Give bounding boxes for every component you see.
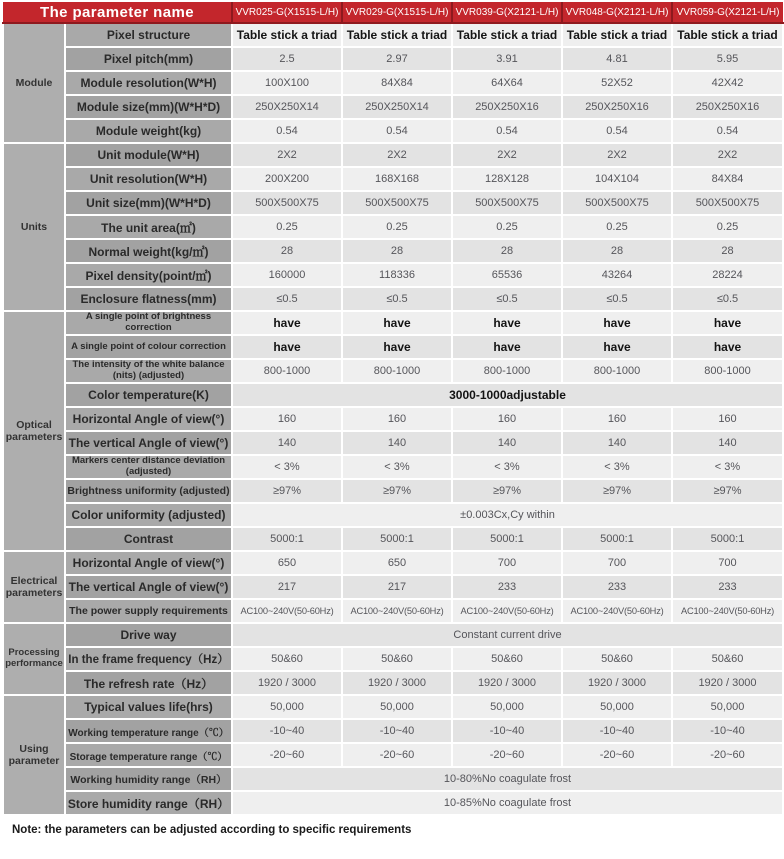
value-cell: 1920 / 3000 [452, 671, 562, 695]
value-cell: < 3% [562, 455, 672, 479]
value-cell: 250X250X16 [562, 95, 672, 119]
value-cell: 50,000 [452, 695, 562, 719]
table-row [3, 311, 783, 335]
table-header-row [3, 2, 783, 23]
value-cell: 500X500X75 [232, 191, 342, 215]
value-cell: 2X2 [342, 143, 452, 167]
value-cell: < 3% [232, 455, 342, 479]
table-row [3, 95, 783, 119]
value-cell: 0.25 [232, 215, 342, 239]
param-cell: Working humidity range（RH） [65, 767, 232, 791]
table-row [3, 527, 783, 551]
value-cell: 250X250X16 [672, 95, 783, 119]
value-span-cell: ±0.003Cx,Cy within [232, 503, 783, 527]
param-cell: Module size(mm)(W*H*D) [65, 95, 232, 119]
category-cell: Processing performance [3, 623, 65, 695]
value-cell: 0.54 [232, 119, 342, 143]
table-row [3, 575, 783, 599]
param-cell: In the frame frequency（Hz） [65, 647, 232, 671]
param-cell: Drive way [65, 623, 232, 647]
table-row [3, 287, 783, 311]
value-cell: have [452, 311, 562, 335]
value-cell: 500X500X75 [452, 191, 562, 215]
table-row [3, 167, 783, 191]
value-cell: 1920 / 3000 [672, 671, 783, 695]
value-cell: 233 [672, 575, 783, 599]
value-cell: 140 [452, 431, 562, 455]
table-row [3, 359, 783, 383]
value-cell: Table stick a triad [562, 23, 672, 47]
value-cell: 0.25 [452, 215, 562, 239]
value-cell: < 3% [342, 455, 452, 479]
value-cell: 1920 / 3000 [342, 671, 452, 695]
value-cell: -20~60 [342, 743, 452, 767]
value-cell: ≥97% [342, 479, 452, 503]
param-cell: Pixel structure [65, 23, 232, 47]
model-header: VVR029-G(X1515-L/H) [342, 2, 452, 23]
param-cell: Store humidity range（RH） [65, 791, 232, 815]
table-row [3, 239, 783, 263]
param-cell: The refresh rate（Hz） [65, 671, 232, 695]
category-cell: Module [3, 23, 65, 143]
param-cell: The power supply requirements [65, 599, 232, 623]
value-cell: ≤0.5 [342, 287, 452, 311]
value-cell: ≤0.5 [232, 287, 342, 311]
table-row [3, 671, 783, 695]
value-cell: ≥97% [562, 479, 672, 503]
category-cell: Optical parameters [3, 311, 65, 551]
value-cell: 233 [452, 575, 562, 599]
value-cell: 140 [232, 431, 342, 455]
value-cell: 500X500X75 [562, 191, 672, 215]
value-cell: 100X100 [232, 71, 342, 95]
value-cell: -20~60 [232, 743, 342, 767]
value-cell: ≤0.5 [562, 287, 672, 311]
param-cell: The unit area(㎡) [65, 215, 232, 239]
value-cell: -20~60 [452, 743, 562, 767]
value-cell: 4.81 [562, 47, 672, 71]
value-cell: 118336 [342, 263, 452, 287]
value-cell: 50&60 [562, 647, 672, 671]
value-cell: have [562, 335, 672, 359]
value-cell: -10~40 [342, 719, 452, 743]
value-cell: 2.5 [232, 47, 342, 71]
param-cell: Normal weight(kg/㎡) [65, 239, 232, 263]
value-cell: 160 [232, 407, 342, 431]
value-cell: 5000:1 [672, 527, 783, 551]
value-cell: 50,000 [232, 695, 342, 719]
value-cell: 128X128 [452, 167, 562, 191]
value-cell: 233 [562, 575, 672, 599]
value-cell: 160 [452, 407, 562, 431]
value-cell: 5000:1 [232, 527, 342, 551]
value-cell: Table stick a triad [452, 23, 562, 47]
param-cell: Color uniformity (adjusted) [65, 503, 232, 527]
param-cell: Enclosure flatness(mm) [65, 287, 232, 311]
table-row [3, 335, 783, 359]
table-row [3, 767, 783, 791]
param-cell: Module weight(kg) [65, 119, 232, 143]
value-cell: 50&60 [232, 647, 342, 671]
value-cell: 500X500X75 [342, 191, 452, 215]
value-cell: 160 [342, 407, 452, 431]
value-cell: 800-1000 [232, 359, 342, 383]
spec-table-body [3, 23, 783, 815]
value-cell: 2.97 [342, 47, 452, 71]
value-cell: 200X200 [232, 167, 342, 191]
value-span-cell: 10-80%No coagulate frost [232, 767, 783, 791]
value-cell: have [562, 311, 672, 335]
value-cell: Table stick a triad [672, 23, 783, 47]
param-cell: Typical values life(hrs) [65, 695, 232, 719]
value-cell: 1920 / 3000 [562, 671, 672, 695]
table-row [3, 383, 783, 407]
parameter-name-header: The parameter name [3, 2, 232, 23]
value-cell: AC100~240V(50-60Hz) [562, 599, 672, 623]
value-cell: 168X168 [342, 167, 452, 191]
value-cell: 50,000 [672, 695, 783, 719]
value-cell: 800-1000 [562, 359, 672, 383]
param-cell: Contrast [65, 527, 232, 551]
value-cell: 217 [342, 575, 452, 599]
value-cell: 0.25 [562, 215, 672, 239]
value-cell: 104X104 [562, 167, 672, 191]
value-cell: -10~40 [232, 719, 342, 743]
value-cell: ≥97% [232, 479, 342, 503]
value-cell: Table stick a triad [232, 23, 342, 47]
value-cell: 250X250X14 [342, 95, 452, 119]
model-header: VVR025-G(X1515-L/H) [232, 2, 342, 23]
value-cell: 700 [562, 551, 672, 575]
value-cell: 28 [562, 239, 672, 263]
value-cell: have [672, 311, 783, 335]
value-cell: 2X2 [232, 143, 342, 167]
table-row [3, 647, 783, 671]
table-row [3, 791, 783, 815]
table-row [3, 47, 783, 71]
table-row [3, 143, 783, 167]
value-cell: -10~40 [452, 719, 562, 743]
param-cell: Unit module(W*H) [65, 143, 232, 167]
value-span-cell: 3000-1000adjustable [232, 383, 783, 407]
value-cell: have [452, 335, 562, 359]
value-cell: 0.25 [342, 215, 452, 239]
value-cell: 28 [342, 239, 452, 263]
value-cell: 84X84 [342, 71, 452, 95]
value-cell: ≤0.5 [452, 287, 562, 311]
param-cell: Brightness uniformity (adjusted) [65, 479, 232, 503]
value-cell: AC100~240V(50-60Hz) [672, 599, 783, 623]
param-cell: The vertical Angle of view(°) [65, 431, 232, 455]
value-cell: AC100~240V(50-60Hz) [452, 599, 562, 623]
value-cell: 84X84 [672, 167, 783, 191]
table-row [3, 263, 783, 287]
param-cell: Pixel pitch(mm) [65, 47, 232, 71]
param-cell: Pixel density(point/㎡) [65, 263, 232, 287]
param-cell: Horizontal Angle of view(°) [65, 407, 232, 431]
value-cell: < 3% [672, 455, 783, 479]
value-span-cell: 10-85%No coagulate frost [232, 791, 783, 815]
param-cell: Unit resolution(W*H) [65, 167, 232, 191]
value-cell: 2X2 [452, 143, 562, 167]
value-cell: ≤0.5 [672, 287, 783, 311]
value-cell: have [342, 335, 452, 359]
param-cell: Unit size(mm)(W*H*D) [65, 191, 232, 215]
value-cell: 0.54 [562, 119, 672, 143]
value-cell: have [672, 335, 783, 359]
value-cell: 700 [452, 551, 562, 575]
value-cell: 52X52 [562, 71, 672, 95]
value-cell: 50,000 [342, 695, 452, 719]
value-cell: 50&60 [452, 647, 562, 671]
param-cell: A single point of colour correction [65, 335, 232, 359]
value-cell: 28 [672, 239, 783, 263]
table-row [3, 191, 783, 215]
value-cell: 650 [232, 551, 342, 575]
table-row [3, 431, 783, 455]
table-row [3, 503, 783, 527]
table-row [3, 599, 783, 623]
value-cell: 700 [672, 551, 783, 575]
value-cell: 0.54 [342, 119, 452, 143]
value-cell: 65536 [452, 263, 562, 287]
value-cell: 800-1000 [342, 359, 452, 383]
value-cell: 42X42 [672, 71, 783, 95]
category-cell: Using parameter [3, 695, 65, 815]
table-row [3, 215, 783, 239]
value-cell: 250X250X16 [452, 95, 562, 119]
param-cell: The intensity of the white balance (nits) (adjusted) [65, 359, 232, 383]
spec-table [2, 2, 784, 816]
value-cell: 800-1000 [672, 359, 783, 383]
table-row [3, 695, 783, 719]
table-row [3, 119, 783, 143]
value-cell: 140 [562, 431, 672, 455]
value-cell: 0.54 [452, 119, 562, 143]
param-cell: The vertical Angle of view(°) [65, 575, 232, 599]
value-cell: 50,000 [562, 695, 672, 719]
value-cell: 160 [562, 407, 672, 431]
param-cell: Markers center distance deviation (adjusted) [65, 455, 232, 479]
value-cell: 28 [232, 239, 342, 263]
value-cell: 5000:1 [452, 527, 562, 551]
value-cell: have [232, 311, 342, 335]
value-cell: 140 [672, 431, 783, 455]
value-cell: 0.54 [672, 119, 783, 143]
value-cell: 5.95 [672, 47, 783, 71]
value-cell: 140 [342, 431, 452, 455]
value-cell: 217 [232, 575, 342, 599]
value-cell: -20~60 [672, 743, 783, 767]
value-cell: AC100~240V(50-60Hz) [232, 599, 342, 623]
value-cell: 1920 / 3000 [232, 671, 342, 695]
value-cell: 0.25 [672, 215, 783, 239]
value-cell: 250X250X14 [232, 95, 342, 119]
value-cell: 650 [342, 551, 452, 575]
table-row [3, 455, 783, 479]
param-cell: Working temperature range（℃） [65, 719, 232, 743]
value-cell: ≥97% [452, 479, 562, 503]
model-header: VVR039-G(X2121-L/H) [452, 2, 562, 23]
table-row [3, 479, 783, 503]
value-cell: 5000:1 [342, 527, 452, 551]
value-cell: -10~40 [672, 719, 783, 743]
category-cell: Units [3, 143, 65, 311]
value-cell: AC100~240V(50-60Hz) [342, 599, 452, 623]
model-header: VVR048-G(X2121-L/H) [562, 2, 672, 23]
value-cell: 2X2 [562, 143, 672, 167]
value-cell: -20~60 [562, 743, 672, 767]
param-cell: Color temperature(K) [65, 383, 232, 407]
param-cell: Storage temperature range（℃） [65, 743, 232, 767]
value-cell: -10~40 [562, 719, 672, 743]
value-cell: ≥97% [672, 479, 783, 503]
value-cell: 28 [452, 239, 562, 263]
table-row [3, 719, 783, 743]
value-cell: 43264 [562, 263, 672, 287]
value-span-cell: Constant current drive [232, 623, 783, 647]
value-cell: 160 [672, 407, 783, 431]
table-row [3, 23, 783, 47]
table-row [3, 743, 783, 767]
table-row [3, 623, 783, 647]
param-cell: A single point of brightness correction [65, 311, 232, 335]
table-row [3, 551, 783, 575]
value-cell: 160000 [232, 263, 342, 287]
value-cell: Table stick a triad [342, 23, 452, 47]
table-row [3, 71, 783, 95]
value-cell: have [232, 335, 342, 359]
category-cell: Electrical parameters [3, 551, 65, 623]
value-cell: have [342, 311, 452, 335]
value-cell: 28224 [672, 263, 783, 287]
note: Note: the parameters can be adjusted according to specific requirements [12, 824, 412, 836]
value-cell: 50&60 [342, 647, 452, 671]
value-cell: 50&60 [672, 647, 783, 671]
value-cell: 64X64 [452, 71, 562, 95]
value-cell: < 3% [452, 455, 562, 479]
value-cell: 800-1000 [452, 359, 562, 383]
param-cell: Module resolution(W*H) [65, 71, 232, 95]
param-cell: Horizontal Angle of view(°) [65, 551, 232, 575]
value-cell: 3.91 [452, 47, 562, 71]
table-row [3, 407, 783, 431]
value-cell: 5000:1 [562, 527, 672, 551]
value-cell: 2X2 [672, 143, 783, 167]
value-cell: 500X500X75 [672, 191, 783, 215]
model-header: VVR059-G(X2121-L/H) [672, 2, 783, 23]
